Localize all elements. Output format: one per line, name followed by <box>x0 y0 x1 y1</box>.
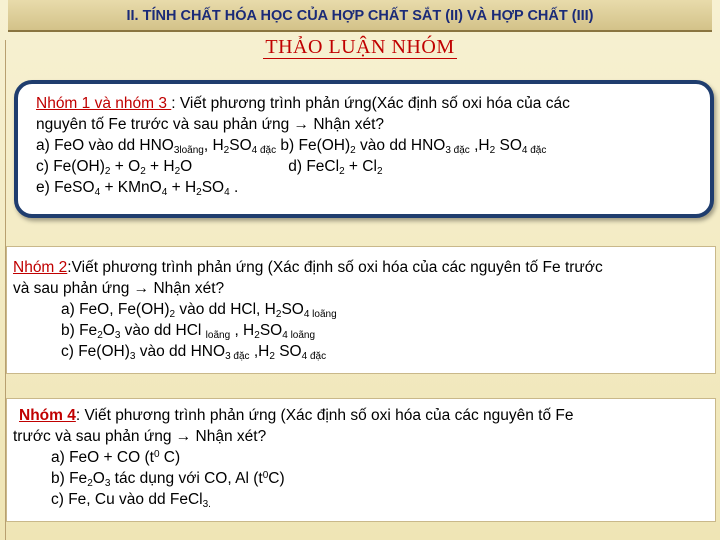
reaction-c: c) Fe, Cu vào dd FeCl$_{3.}$ <box>51 491 211 510</box>
task-intro-text: :Viết phương trình phản ứng (Xác định số oxi hóa của các nguyên tố Fe trước <box>67 259 603 276</box>
reaction-b: b) $Fe_2O_3$ vào dd HCl $_{loãng}$ , $H_2SO_{4 loãng}$ <box>61 322 316 341</box>
task-intro-line <box>13 405 709 426</box>
reaction-e: e) FeSO$_4$ + KMnO$_4$ + $H_2SO_4$ . <box>36 179 239 198</box>
reaction-b: b) $Fe_2O_3$ tác dụng với CO, Al $(t^0C)$ <box>51 470 285 489</box>
group-label: Nhóm 4 <box>19 407 76 424</box>
task-intro-line-2: và sau phản ứng → Nhận xét? <box>13 280 225 297</box>
subtitle-text: THẢO LUẬN NHÓM <box>265 36 455 58</box>
task-intro-line <box>13 257 709 278</box>
task-box-group-1-3 <box>14 80 714 218</box>
group-label: Nhóm 2 <box>13 259 68 276</box>
task-intro-text: : Viết phương trình phản ứng (Xác định số oxi hóa của các nguyên tố Fe <box>75 407 574 424</box>
reaction-a: a) FeO + CO ($t^0$ C) <box>51 449 181 466</box>
reaction-c-d: c) $Fe(OH)_2 + O_2 + H_2O$ d) FeCl$_2$ + $Cl_2$ <box>36 158 383 177</box>
reaction-c: c) $Fe(OH)_3$ vào dd $HNO_{3 đặc}$ $,H_2$ $SO_{4 đặc}$ <box>61 343 327 362</box>
group-label: Nhóm 1 và nhóm 3 <box>36 95 172 112</box>
task-intro-text: : Viết phương trình phản ứng(Xác định số oxi hóa của các <box>171 95 570 112</box>
task-intro-line-2: nguyên tố Fe trước và sau phản ứng → Nhận xét? <box>36 116 385 133</box>
reaction-a-b: a) FeO vào dd $HNO_{3loãng}$, $H_2SO_{4 đặc}$ b) $Fe(OH)_2$ vào dd $HNO_{3 đặc}$ $,H_2$ $SO_{4 đặc}$ <box>36 137 547 156</box>
task-intro-line-2: trước và sau phản ứng → Nhận xét? <box>13 428 267 445</box>
task-intro-line <box>36 93 700 114</box>
slide-title: II. TÍNH CHẤT HÓA HỌC CỦA HỢP CHẤT SẮT (II) VÀ HỢP CHẤT (III) <box>8 0 712 32</box>
task-box-group-4 <box>6 398 716 522</box>
slide-subtitle <box>0 36 720 59</box>
reaction-a: a) FeO, $Fe(OH)_2$ vào dd HCl, $H_2SO_{4 loãng}$ <box>61 301 337 320</box>
task-box-group-2 <box>6 246 716 374</box>
